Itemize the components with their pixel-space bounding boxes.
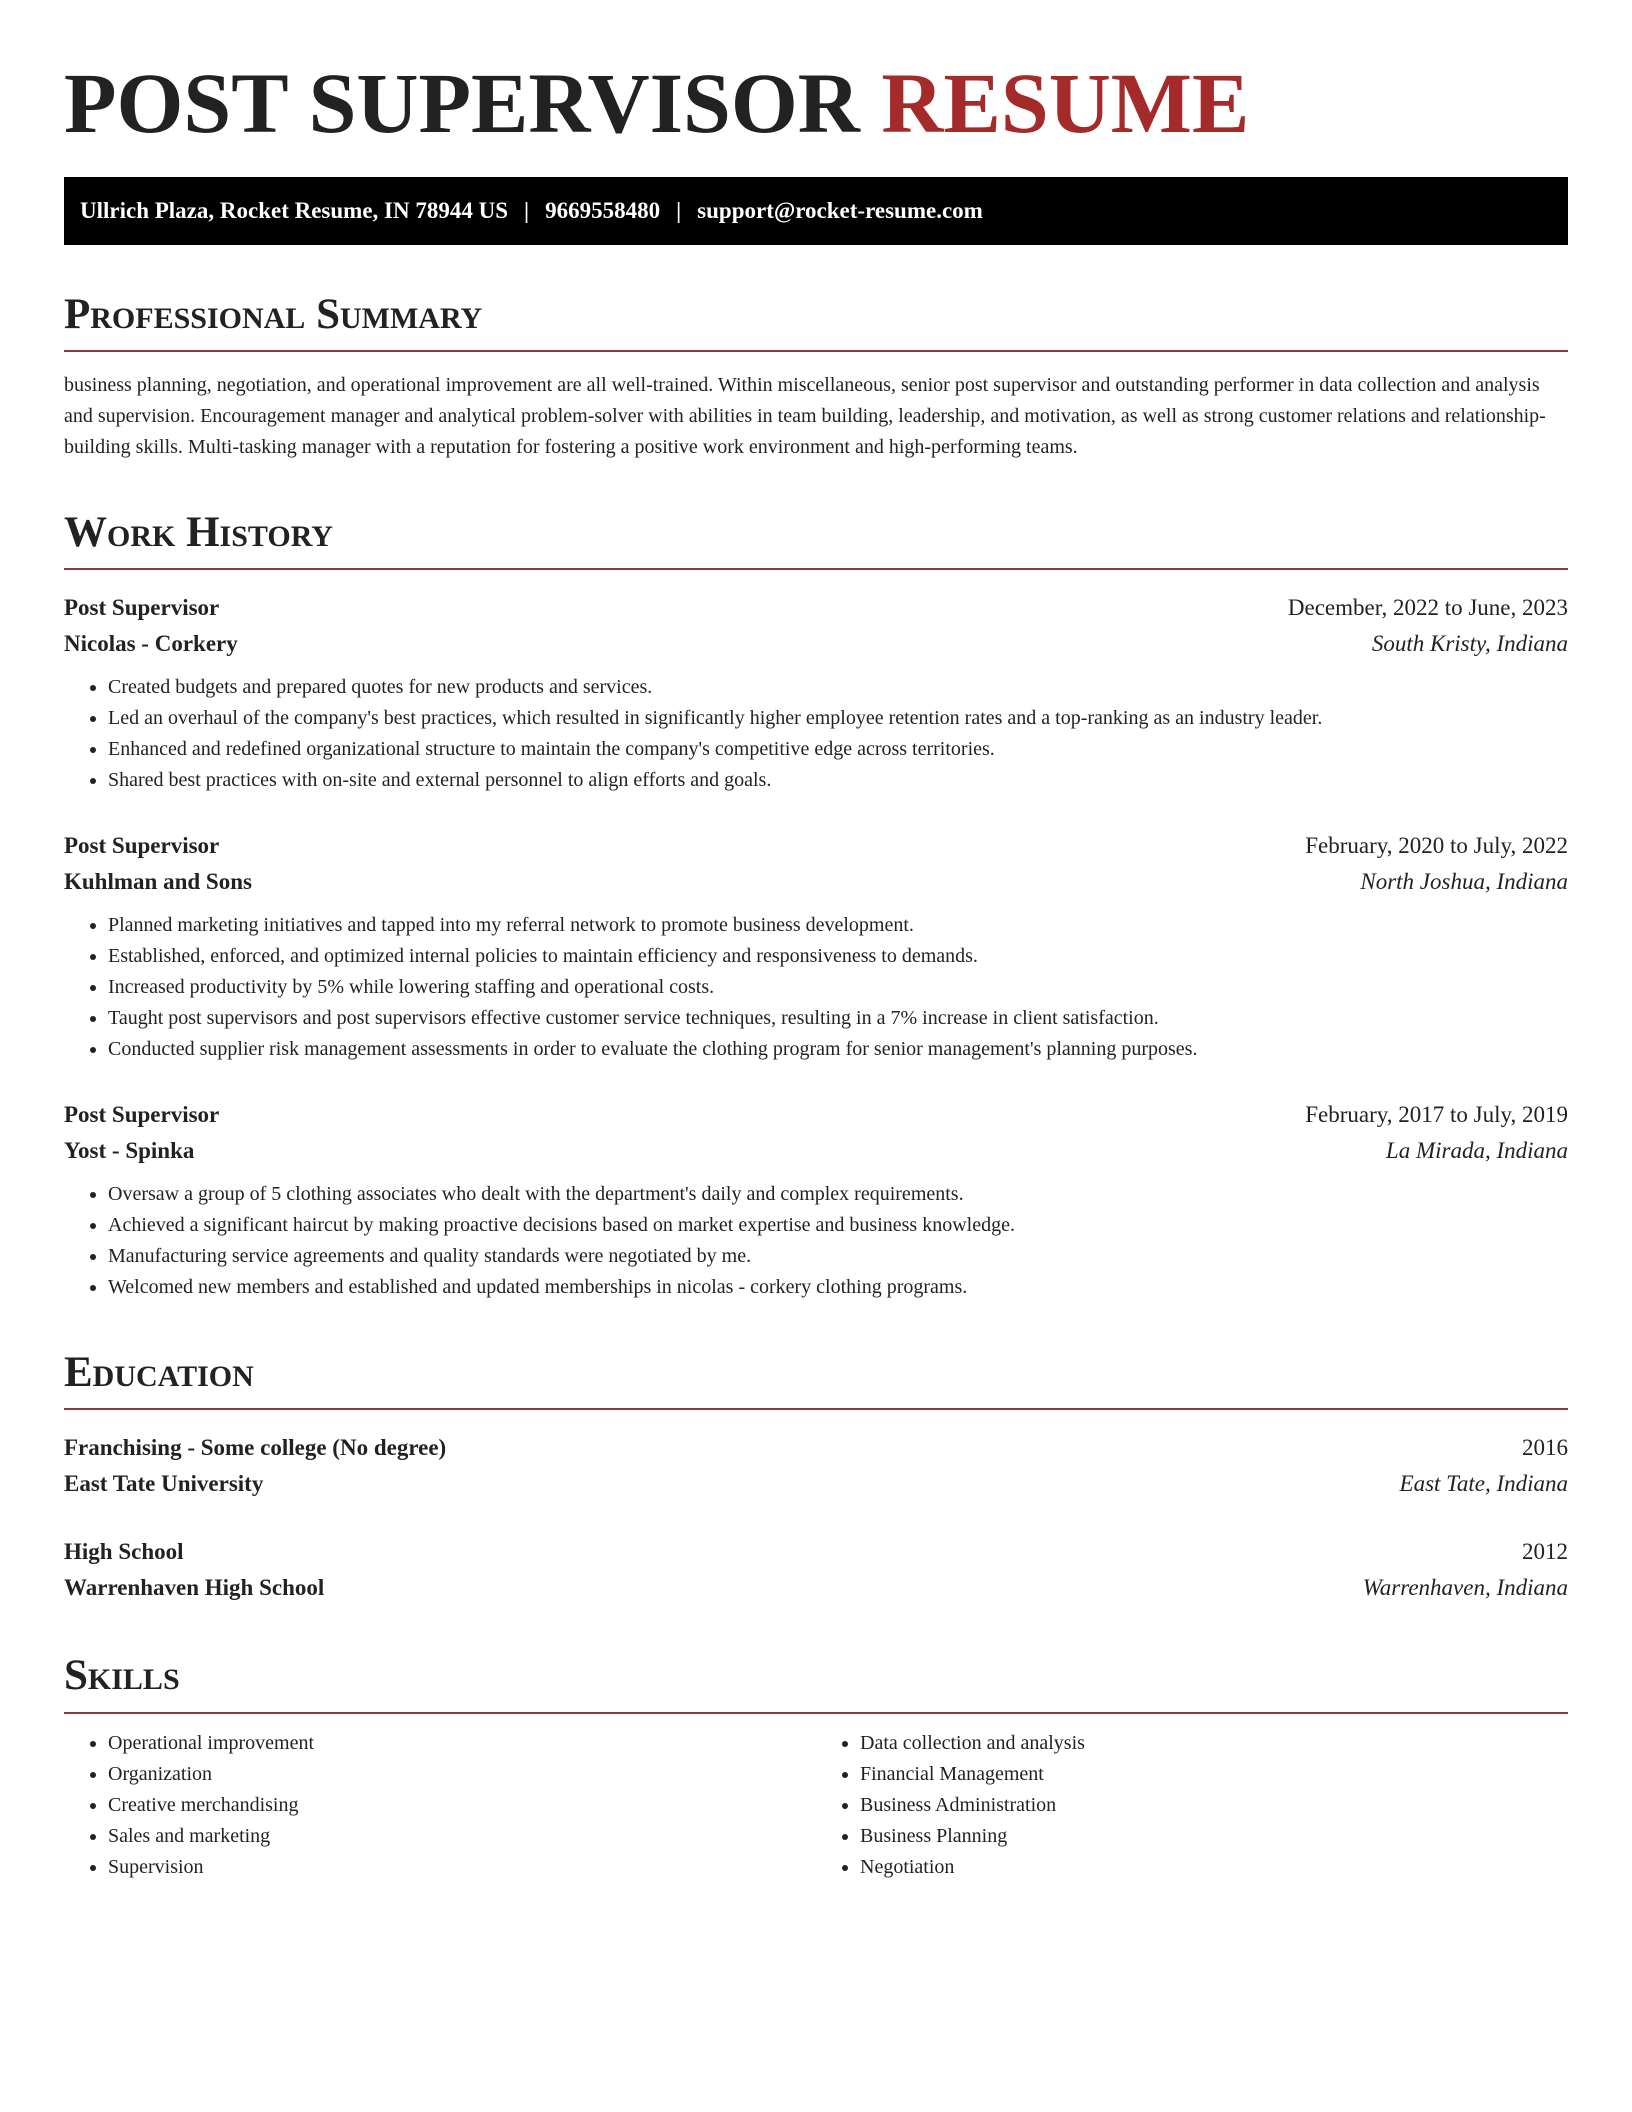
list-item: • Manufacturing service agreements and quality standards were negotiated by me. bbox=[108, 1241, 1568, 1272]
title-accent: RESUME bbox=[881, 55, 1250, 151]
skills-heading: Skills bbox=[64, 1652, 1568, 1713]
education-school: East Tate University bbox=[64, 1471, 264, 1497]
list-item: • Welcomed new members and established and updated memberships in nicolas - corkery clothing programs. bbox=[108, 1272, 1568, 1303]
list-item: • Led an overhaul of the company's best practices, which resulted in significantly higher employee retention rates and a top-ranking as an industry leader. bbox=[108, 703, 1568, 734]
contact-separator: | bbox=[676, 197, 682, 223]
skills-list-right bbox=[816, 1728, 1568, 1883]
education-degree: High School bbox=[64, 1539, 184, 1565]
job-dates: February, 2020 to July, 2022 bbox=[1305, 833, 1568, 859]
summary-section bbox=[64, 291, 1568, 463]
list-item: • Negotiation bbox=[860, 1852, 1568, 1883]
list-item: • Established, enforced, and optimized internal policies to maintain efficiency and responsiveness to demands. bbox=[108, 941, 1568, 972]
list-item: • Taught post supervisors and post supervisors effective customer service techniques, resulting in a 7% increase in client satisfaction. bbox=[108, 1003, 1568, 1034]
job-dates: December, 2022 to June, 2023 bbox=[1287, 595, 1568, 621]
job-bullets bbox=[64, 672, 1568, 796]
job-location: North Joshua, Indiana bbox=[1360, 869, 1568, 895]
list-item: • Increased productivity by 5% while lowering staffing and operational costs. bbox=[108, 972, 1568, 1003]
list-item: • Conducted supplier risk management assessments in order to evaluate the clothing program for senior management's planning purposes. bbox=[108, 1034, 1568, 1065]
list-item: • Data collection and analysis bbox=[860, 1728, 1568, 1759]
title-main: POST SUPERVISOR bbox=[64, 55, 860, 151]
job-title: Post Supervisor bbox=[64, 833, 220, 859]
list-item: • Planned marketing initiatives and tapped into my referral network to promote business development. bbox=[108, 910, 1568, 941]
contact-address: Ullrich Plaza, Rocket Resume, IN 78944 US bbox=[80, 197, 509, 223]
skills-list-left bbox=[64, 1728, 816, 1883]
job-entry bbox=[64, 828, 1568, 1065]
summary-text: business planning, negotiation, and operational improvement are all well-trained. Within miscellaneous, senior post supervisor and outstanding performer in data collection and analysis and supervision. Encouragement manager and analytical problem-solver with abilities in team building, leadership, and motivation, as well as strong customer relations and relationship-building skills. Multi-tasking manager with a reputation for fostering a positive work environment and high-performing teams. bbox=[64, 373, 1546, 458]
job-company: Yost - Spinka bbox=[64, 1138, 195, 1164]
list-item: • Oversaw a group of 5 clothing associates who dealt with the department's daily and complex requirements. bbox=[108, 1179, 1568, 1210]
job-entry bbox=[64, 1097, 1568, 1303]
education-year: 2012 bbox=[1522, 1539, 1568, 1565]
contact-bar bbox=[64, 177, 1568, 245]
work-history-section bbox=[64, 509, 1568, 1303]
education-school: Warrenhaven High School bbox=[64, 1575, 325, 1601]
education-degree: Franchising - Some college (No degree) bbox=[64, 1435, 447, 1461]
skills-grid bbox=[64, 1728, 1568, 1883]
skills-section bbox=[64, 1652, 1568, 1882]
summary-heading: Professional Summary bbox=[64, 291, 1568, 352]
list-item: • Business Administration bbox=[860, 1790, 1568, 1821]
page-title bbox=[64, 56, 1568, 151]
contact-phone[interactable]: 9669558480 bbox=[545, 197, 661, 223]
education-location: East Tate, Indiana bbox=[1399, 1471, 1568, 1497]
education-year: 2016 bbox=[1522, 1435, 1568, 1461]
job-location: South Kristy, Indiana bbox=[1371, 631, 1568, 657]
list-item: • Achieved a significant haircut by making proactive decisions based on market expertise and business knowledge. bbox=[108, 1210, 1568, 1241]
work-history-heading: Work History bbox=[64, 509, 1568, 570]
job-company: Nicolas - Corkery bbox=[64, 631, 238, 657]
list-item: • Enhanced and redefined organizational structure to maintain the company's competitive edge across territories. bbox=[108, 734, 1568, 765]
education-section bbox=[64, 1349, 1568, 1606]
job-bullets bbox=[64, 1179, 1568, 1303]
list-item: • Sales and marketing bbox=[108, 1821, 816, 1852]
job-dates: February, 2017 to July, 2019 bbox=[1305, 1102, 1568, 1128]
list-item: • Business Planning bbox=[860, 1821, 1568, 1852]
list-item: • Shared best practices with on-site and external personnel to align efforts and goals. bbox=[108, 765, 1568, 796]
contact-separator: | bbox=[524, 197, 530, 223]
list-item: • Organization bbox=[108, 1759, 816, 1790]
job-entry bbox=[64, 590, 1568, 796]
contact-email[interactable]: support@rocket-resume.com bbox=[697, 197, 983, 223]
job-location: La Mirada, Indiana bbox=[1385, 1138, 1568, 1164]
list-item: • Financial Management bbox=[860, 1759, 1568, 1790]
job-company: Kuhlman and Sons bbox=[64, 869, 252, 895]
job-bullets bbox=[64, 910, 1568, 1065]
education-heading: Education bbox=[64, 1349, 1568, 1410]
job-title: Post Supervisor bbox=[64, 1102, 220, 1128]
education-location: Warrenhaven, Indiana bbox=[1362, 1575, 1568, 1601]
list-item: • Operational improvement bbox=[108, 1728, 816, 1759]
list-item: • Creative merchandising bbox=[108, 1790, 816, 1821]
education-entry bbox=[64, 1534, 1568, 1606]
list-item: • Supervision bbox=[108, 1852, 816, 1883]
list-item: • Created budgets and prepared quotes for new products and services. bbox=[108, 672, 1568, 703]
job-title: Post Supervisor bbox=[64, 595, 220, 621]
education-entry bbox=[64, 1430, 1568, 1502]
